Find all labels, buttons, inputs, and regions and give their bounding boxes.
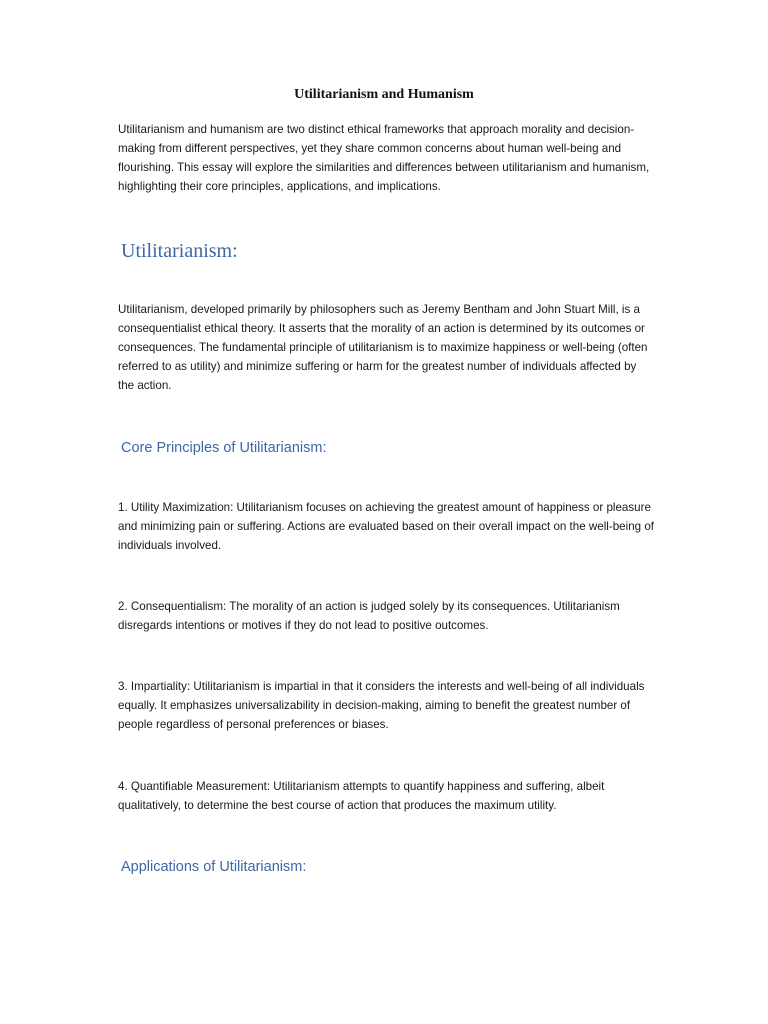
principle-item: 4. Quantifiable Measurement: Utilitarianism attempts to quantify happiness and suffering, albeit qualitatively, to determine the best course of action that produces the maximum utility. bbox=[118, 780, 605, 812]
applications-heading: Applications of Utilitarianism: bbox=[121, 859, 307, 875]
principle-item: 2. Consequentialism: The morality of an action is judged solely by its consequences. Utilitarianism disregards intentions or motives if they do not lead to positive outcomes. bbox=[118, 600, 620, 632]
core-principles-heading: Core Principles of Utilitarianism: bbox=[121, 440, 327, 456]
utilitarianism-paragraph: Utilitarianism, developed primarily by philosophers such as Jeremy Bentham and John Stuart Mill, is a consequentialist ethical theory. It asserts that the morality of an action is determined by its outcomes or consequences. The fundamental principle of utilitarianism is to maximize happiness or well-being (often referred to as utility) and minimize suffering or harm for the greatest number of individuals affected by the action. bbox=[118, 303, 648, 392]
principle-item: 1. Utility Maximization: Utilitarianism focuses on achieving the greatest amount of happiness or pleasure and minimizing pain or suffering. Actions are evaluated based on their overall impact on the well-being of individuals involved. bbox=[118, 501, 654, 552]
document-title: Utilitarianism and Humanism bbox=[294, 87, 474, 102]
principle-item: 3. Impartiality: Utilitarianism is impartial in that it considers the interests and well-being of all individuals equally. It emphasizes universalizability in decision-making, aiming to benefit the greatest number of people regardless of personal preferences or biases. bbox=[118, 680, 645, 731]
intro-paragraph: Utilitarianism and humanism are two distinct ethical frameworks that approach morality and decision-making from different perspectives, yet they share common concerns about human well-being and flourishing. This essay will explore the similarities and differences between utilitarianism and humanism, highlighting their core principles, applications, and implications. bbox=[118, 123, 650, 193]
section-heading-utilitarianism: Utilitarianism: bbox=[121, 240, 238, 262]
